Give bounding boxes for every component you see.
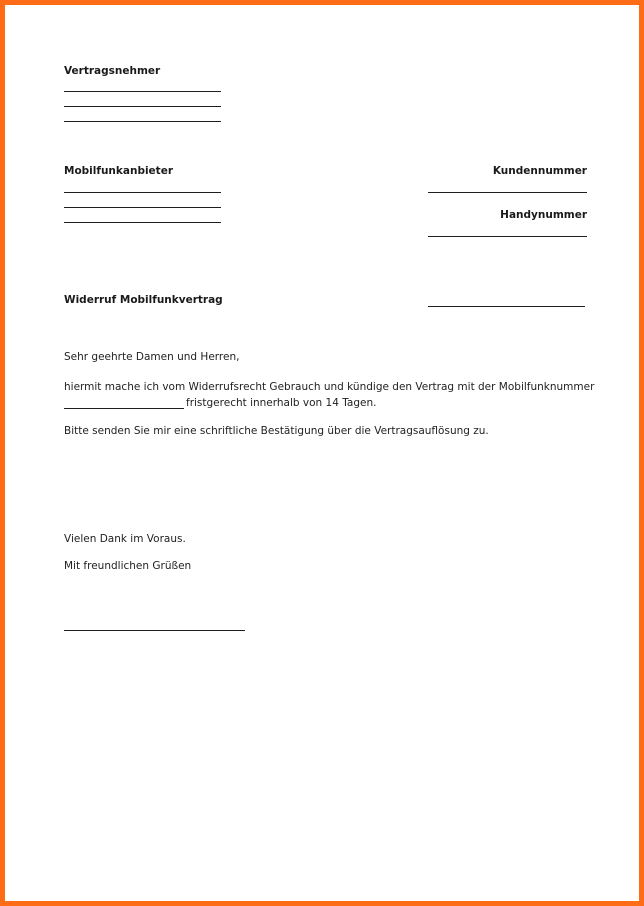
customer-number-label: Kundennummer — [492, 165, 587, 177]
contractor-city-line — [64, 121, 221, 122]
contractor-label: Vertragsnehmer — [64, 65, 161, 77]
signature-line — [64, 630, 245, 631]
provider-name-line — [64, 192, 221, 193]
body-line-2: fristgerecht innerhalb von 14 Tagen. — [186, 397, 377, 409]
body-line-1: hiermit mache ich vom Widerrufsrecht Gebrauch und kündige den Vertrag mit der Mobilfunknummer — [64, 381, 595, 393]
subject-line: Widerruf Mobilfunkvertrag — [64, 294, 223, 306]
closing-line: Mit freundlichen Grüßen — [64, 560, 192, 572]
thanks-line: Vielen Dank im Voraus. — [64, 533, 186, 545]
provider-street-line — [64, 207, 221, 208]
mobile-number-line — [64, 408, 184, 409]
phone-number-label: Handynummer — [500, 209, 587, 221]
contractor-name-line — [64, 91, 221, 92]
provider-label: Mobilfunkanbieter — [64, 165, 173, 177]
body-line-3: Bitte senden Sie mir eine schriftliche Bestätigung über die Vertragsauflösung zu. — [64, 425, 489, 437]
date-line — [428, 306, 585, 307]
salutation: Sehr geehrte Damen und Herren, — [64, 351, 240, 363]
contractor-street-line — [64, 106, 221, 107]
phone-number-line — [428, 236, 587, 237]
customer-number-line — [428, 192, 587, 193]
provider-city-line — [64, 222, 221, 223]
